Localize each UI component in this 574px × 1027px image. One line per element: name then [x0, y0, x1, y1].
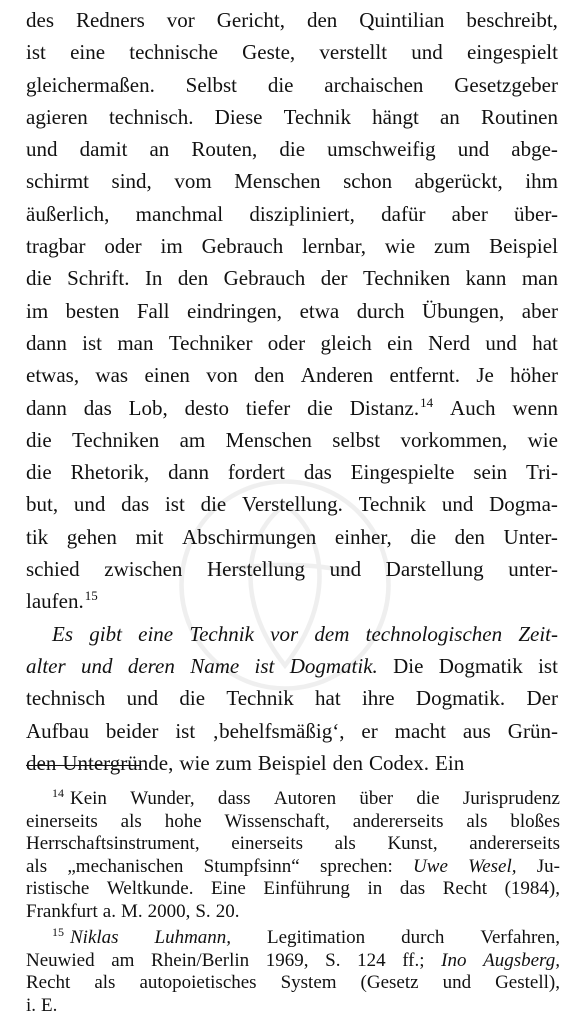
text-line: but, und das ist die Verstellung. Technik und Dogma-: [26, 492, 558, 517]
text-line: tragbar oder im Gebrauch lernbar, wie zum Beispiel: [26, 234, 558, 259]
footnote-reference[interactable]: 15: [84, 588, 98, 604]
footnote-line: $^{14}$ Kein Wunder, dass Autoren über die Jurisprudenz: [52, 786, 560, 809]
text-line: dann ist man Techniker oder gleich ein Nerd und hat: [26, 330, 558, 355]
footnote-line: Neuwied am Rhein/Berlin 1969, S. 124 ff.; Ino Augsberg,: [26, 949, 560, 971]
text-line: die Rhetorik, dann fordert das Eingespielte sein Tri-: [26, 460, 558, 485]
text-line: den Untergründe, wie zum Beispiel den Codex. Ein: [26, 750, 465, 775]
text-line: etwas, was einen von den Anderen entfernt. Je höher: [26, 363, 558, 388]
text-line: gleichermaßen. Selbst die archaischen Gesetzgeber: [26, 72, 558, 97]
text-line: alter und deren Name ist Dogmatik. Die Dogmatik ist: [26, 653, 558, 678]
text-line: und damit an Routen, die umschweifig und abge-: [26, 137, 558, 162]
footnotes: [26, 788, 560, 1021]
text-line: äußerlich, manchmal diszipliniert, dafür aber über-: [26, 201, 558, 226]
footnote-number: 14: [52, 786, 64, 800]
footnote-line: Recht als autopoietisches System (Gesetz und Gestell),: [26, 972, 560, 993]
footnote-reference[interactable]: 14: [420, 394, 434, 410]
footnote-15: [26, 927, 560, 1017]
main-text: [26, 4, 558, 779]
footnote-number: 15: [52, 925, 64, 939]
footnote-separator: [26, 765, 140, 766]
footnote-line: als „mechanischen Stumpfsinn“ sprechen: Uwe Wesel, Ju-: [26, 855, 560, 877]
text-line: schied zwischen Herstellung und Darstellung unter-: [26, 557, 558, 582]
text-line: die Schrift. In den Gebrauch der Techniken kann man: [26, 266, 558, 291]
text-line: tik gehen mit Abschirmungen einher, die den Unter-: [26, 524, 558, 549]
text-line: die Techniken am Menschen selbst vorkommen, wie: [26, 427, 558, 452]
footnote-line: Frankfurt a. M. 2000, S. 20.: [26, 900, 240, 922]
text-line: dann das Lob, desto tiefer die Distanz.$^{14}$ Auch wenn: [26, 394, 558, 420]
footnote-line: ristische Weltkunde. Eine Einführung in das Recht (1984),: [26, 878, 560, 899]
footnote-line: einerseits als hohe Wissenschaft, andererseits als bloßes: [26, 810, 560, 832]
text-line: Es gibt eine Technik vor dem technologischen Zeit-: [52, 621, 558, 646]
text-line: technisch und die Technik hat ihre Dogmatik. Der: [26, 686, 558, 711]
text-line: des Redners vor Gericht, den Quintilian beschreibt,: [26, 8, 558, 32]
paragraph-2: [26, 618, 558, 779]
footnote-line: Herrschaftsinstrument, einerseits als Kunst, andererseits: [26, 833, 560, 854]
text-line: im besten Fall eindringen, etwa durch Übungen, aber: [26, 298, 558, 323]
footnote-line: $^{15}$ Niklas Luhmann, Legitimation durch Verfahren,: [52, 925, 560, 948]
text-line: ist eine technische Geste, verstellt und eingespielt: [26, 40, 558, 65]
text-line: laufen.$^{15}$: [26, 588, 98, 614]
text-line: Aufbau beider ist ‚behelfsmäßig‘, er macht aus Grün-: [26, 718, 558, 743]
footnote-line: i. E.: [26, 994, 58, 1016]
paragraph-1: [26, 4, 558, 618]
text-line: schirmt sind, vom Menschen schon abgerückt, ihm: [26, 169, 558, 194]
text-line: agieren technisch. Diese Technik hängt an Routinen: [26, 104, 558, 129]
footnote-14: [26, 788, 560, 923]
